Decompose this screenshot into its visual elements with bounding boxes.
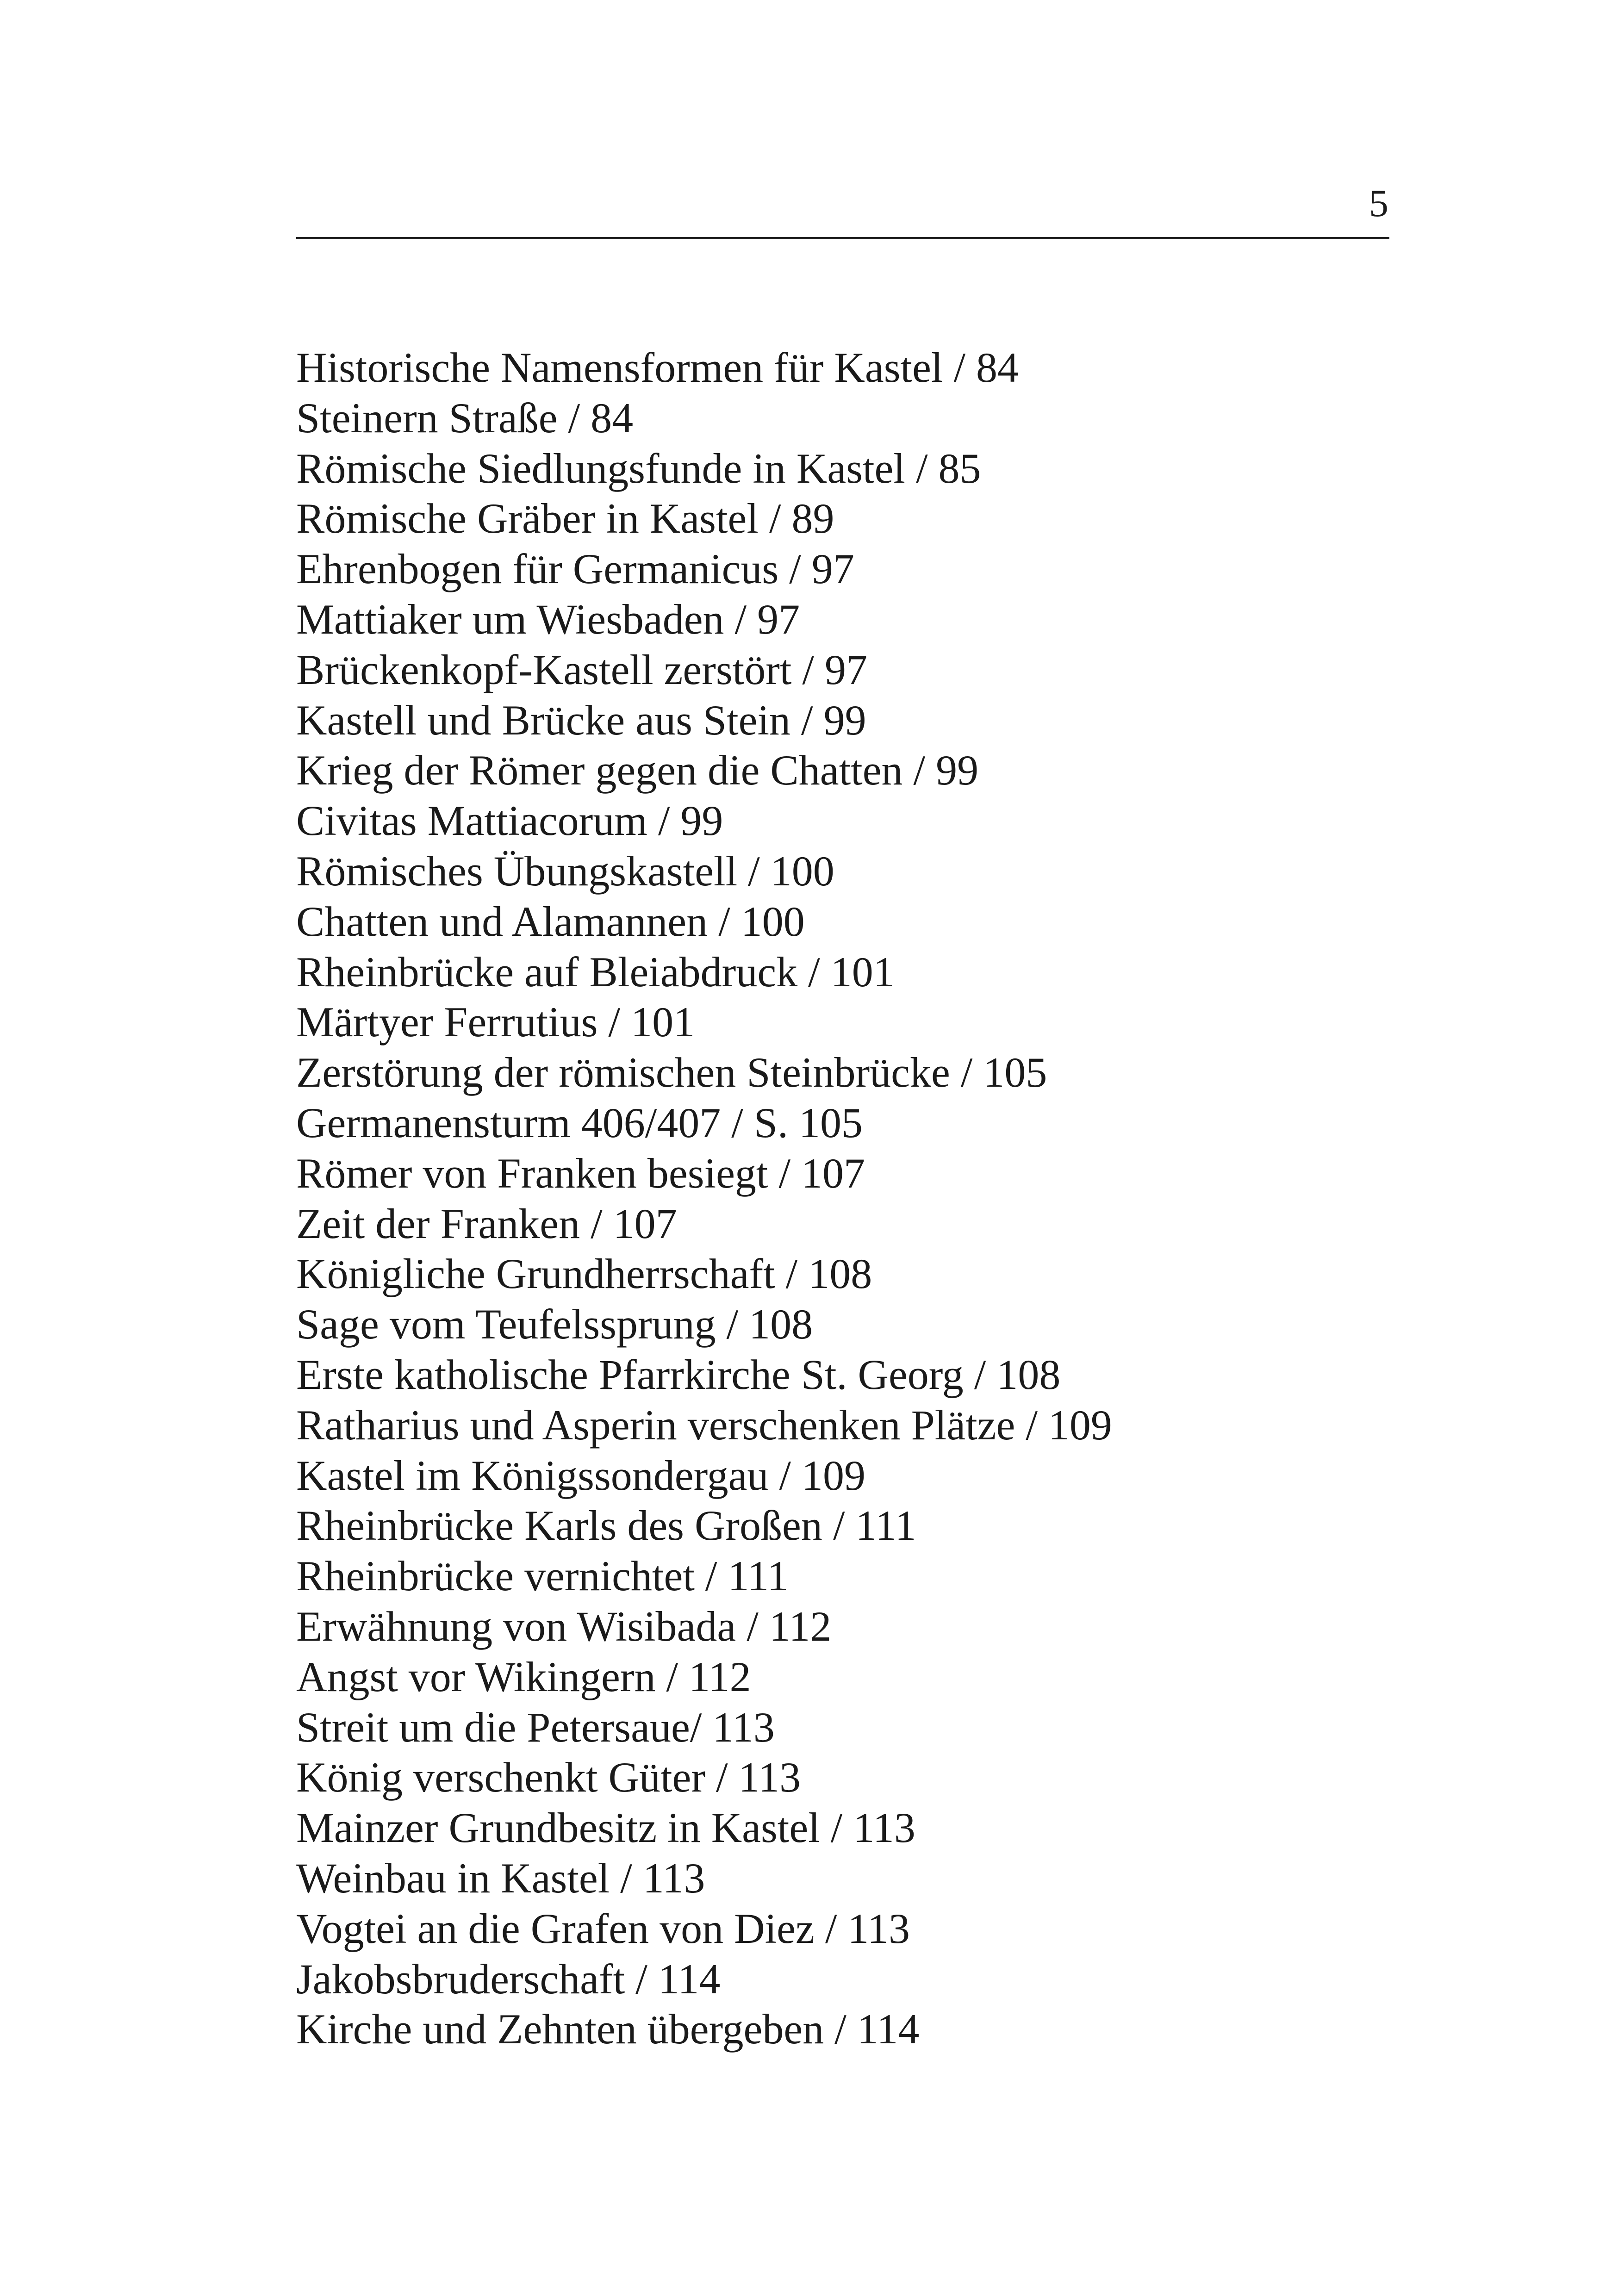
toc-entry: Erwähnung von Wisibada / 112: [296, 1602, 832, 1650]
toc-entry: Römische Gräber in Kastel / 89: [296, 495, 834, 542]
toc-entry: Brückenkopf-Kastell zerstört / 97: [296, 646, 867, 693]
toc-entry: Civitas Mattiacorum / 99: [296, 797, 723, 845]
toc-entry: Mattiaker um Wiesbaden / 97: [296, 595, 800, 643]
toc-entry: Rheinbrücke vernichtet / 111: [296, 1552, 789, 1600]
toc-entry: Ehrenbogen für Germanicus / 97: [296, 545, 854, 593]
toc-entry: Streit um die Petersaue/ 113: [296, 1703, 775, 1751]
toc-entry: Chatten und Alamannen / 100: [296, 897, 805, 945]
toc-entry: Jakobsbruderschaft / 114: [296, 1955, 721, 2003]
toc-entry: Märtyer Ferrutius / 101: [296, 998, 695, 1046]
toc-entry: Krieg der Römer gegen die Chatten / 99: [296, 747, 979, 794]
toc-entry: Römer von Franken besiegt / 107: [296, 1149, 865, 1197]
toc-entry: Angst vor Wikingern / 112: [296, 1653, 751, 1700]
toc-entry: Königliche Grundherrschaft / 108: [296, 1250, 872, 1298]
toc-entry: Kastell und Brücke aus Stein / 99: [296, 696, 866, 744]
toc-entry: Römisches Übungskastell / 100: [296, 847, 834, 895]
toc-entry: Rheinbrücke auf Bleiabdruck / 101: [296, 948, 895, 996]
toc-entry: Germanensturm 406/407 / S. 105: [296, 1099, 863, 1146]
header-rule: [296, 237, 1389, 239]
toc-entry: Kastel im Königssondergau / 109: [296, 1451, 865, 1499]
toc-entry: Kirche und Zehnten übergeben / 114: [296, 2005, 920, 2053]
toc-entry: Erste katholische Pfarrkirche St. Georg / 108: [296, 1350, 1061, 1398]
page-number: 5: [1369, 182, 1388, 225]
toc-entry: Vogtei an die Grafen von Diez / 113: [296, 1904, 910, 1952]
toc-entry: Römische Siedlungsfunde in Kastel / 85: [296, 444, 981, 492]
toc-entry: Mainzer Grundbesitz in Kastel / 113: [296, 1804, 915, 1852]
toc-entry: Zerstörung der römischen Steinbrücke / 105: [296, 1049, 1047, 1096]
toc-entry: Rheinbrücke Karls des Großen / 111: [296, 1502, 916, 1549]
toc-entry: Ratharius und Asperin verschenken Plätze / 109: [296, 1401, 1112, 1449]
toc-entry: Historische Namensformen für Kastel / 84: [296, 344, 1019, 391]
toc-entry: Sage vom Teufelssprung / 108: [296, 1300, 813, 1348]
toc-entry: Zeit der Franken / 107: [296, 1200, 677, 1247]
toc-entry: König verschenkt Güter / 113: [296, 1754, 801, 1801]
toc-entry: Steinern Straße / 84: [296, 394, 634, 442]
toc-entry: Weinbau in Kastel / 113: [296, 1854, 705, 1902]
table-of-contents: [296, 342, 1453, 2054]
